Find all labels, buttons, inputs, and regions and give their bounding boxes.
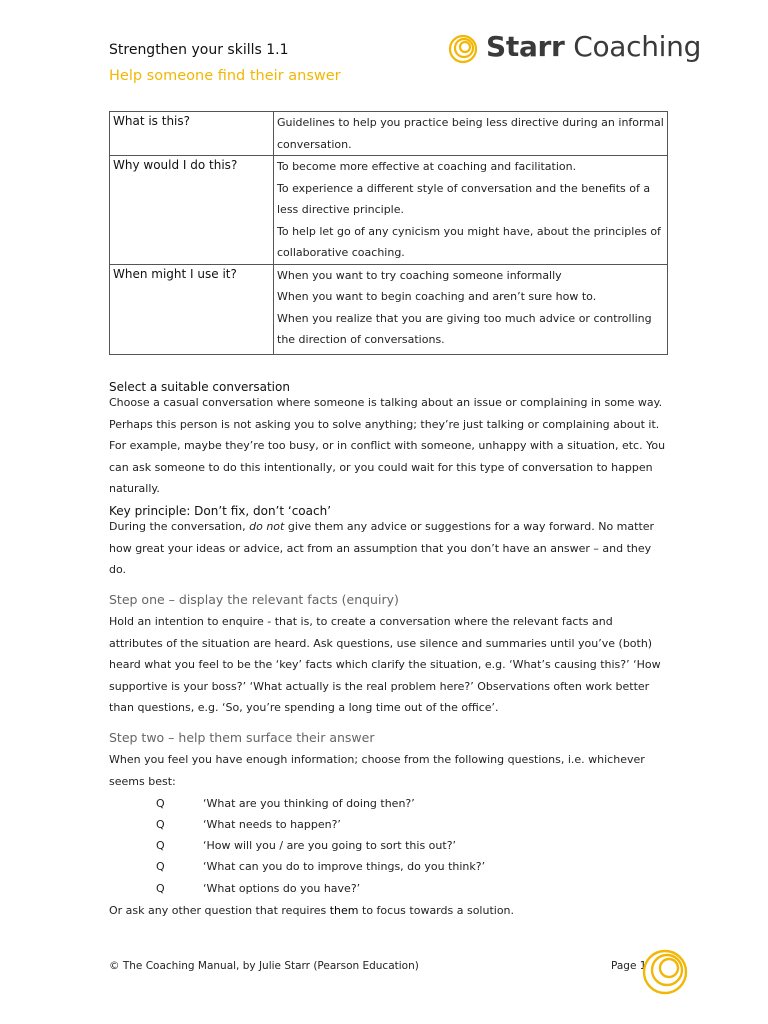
answer-line: When you want to begin coaching and aren’t sure how to. (277, 290, 597, 303)
closing-text-end: to focus towards a solution. (358, 904, 515, 917)
step-one-heading: Step one – display the relevant facts (enquiry) (109, 592, 399, 607)
logo-text-bold: Starr (486, 30, 565, 63)
table-row (110, 264, 668, 354)
answer-line: the direction of conversations. (277, 333, 445, 346)
step-two-heading: Step two – help them surface their answer (109, 730, 375, 745)
principle-emphasis: do not (249, 520, 285, 533)
question-item: ‘What can you do to improve things, do you think?’ (203, 860, 486, 873)
section-heading-select: Select a suitable conversation (109, 380, 290, 394)
closing-text (109, 904, 514, 917)
answer-line: Guidelines to help you practice being less directive during an informal (277, 116, 664, 129)
table-question-cell: What is this? (110, 112, 274, 156)
question-item: ‘What needs to happen?’ (203, 818, 341, 831)
answer-line: conversation. (277, 137, 352, 151)
footer-spiral-icon (641, 948, 689, 1000)
table-row (110, 112, 668, 156)
answer-line: less directive principle. (277, 203, 404, 216)
logo-wordmark (486, 30, 701, 63)
step-one-text: Hold an intention to enquire - that is, to create a conversation where the relevant facts and attributes of the situation are heard. Ask questions, use silence and summaries until you’ve (both) heard what you feel to be the ‘key’ facts which clarify the situation, e.g. ‘What’s causing this?’ ‘How supportive is your boss?’ ‘What actually is the real problem here?’ Observations often work better than questions, e.g. ‘So, you’re spending a long time out of the office’. (109, 615, 661, 715)
answer-line: When you realize that you are giving too much advice or controlling (277, 311, 652, 325)
section-text-principle (109, 516, 669, 581)
question-item: ‘How will you / are you going to sort this out?’ (203, 839, 457, 852)
closing-emphasis: them (329, 904, 359, 917)
table-question-cell: Why would I do this? (110, 156, 274, 265)
section-text-select: Choose a casual conversation where someone is talking about an issue or complaining in some way. Perhaps this person is not asking you to solve anything; they’re just talking or complaining about it. For example, maybe they’re too busy, or in conflict with someone, unhappy with a situation, etc. You can ask someone to do this intentionally, or you could wait for this type of conversation to happen naturally. (109, 396, 666, 496)
table-answer-cell (274, 156, 668, 265)
table-answer-cell (274, 264, 668, 354)
answer-line: collaborative coaching. (277, 246, 405, 259)
closing-text-start: Or ask any other question that requires (109, 904, 330, 917)
table-question-cell: When might I use it? (110, 264, 274, 354)
table-row (110, 156, 668, 265)
question-marker: Q (156, 818, 165, 831)
footer-copyright: © The Coaching Manual, by Julie Starr (Pearson Education) (109, 960, 419, 972)
question-item: ‘What options do you have?’ (203, 882, 361, 895)
answer-line: To become more effective at coaching and facilitation. (277, 160, 577, 173)
logo-text-light: Coaching (573, 30, 702, 63)
principle-text-start: During the conversation, (109, 520, 250, 533)
info-table (109, 111, 668, 355)
question-marker: Q (156, 797, 165, 810)
footer-page-number: Page 1 (611, 960, 647, 972)
step-two-text: When you feel you have enough information; choose from the following questions, i.e. whichever seems best: (109, 753, 645, 788)
table-answer-cell (274, 112, 668, 156)
question-marker: Q (156, 882, 165, 895)
answer-line: To experience a different style of conversation and the benefits of a (277, 181, 651, 195)
question-marker: Q (156, 839, 165, 852)
question-marker: Q (156, 860, 165, 873)
page-title: Strengthen your skills 1.1 (109, 42, 289, 58)
answer-line: When you want to try coaching someone informally (277, 268, 562, 282)
principle-text-end: give them any advice or suggestions for a way forward. No matter how great your ideas or advice, act from an assumption that you don’t have an answer – and they do. (109, 520, 655, 577)
page-subtitle: Help someone find their answer (109, 68, 341, 84)
section-heading-principle: Key principle: Don’t fix, don’t ‘coach’ (109, 504, 332, 518)
question-item: ‘What are you thinking of doing then?’ (203, 797, 415, 810)
spiral-logo-icon (448, 34, 478, 64)
answer-line: To help let go of any cynicism you might have, about the principles of (277, 224, 661, 238)
